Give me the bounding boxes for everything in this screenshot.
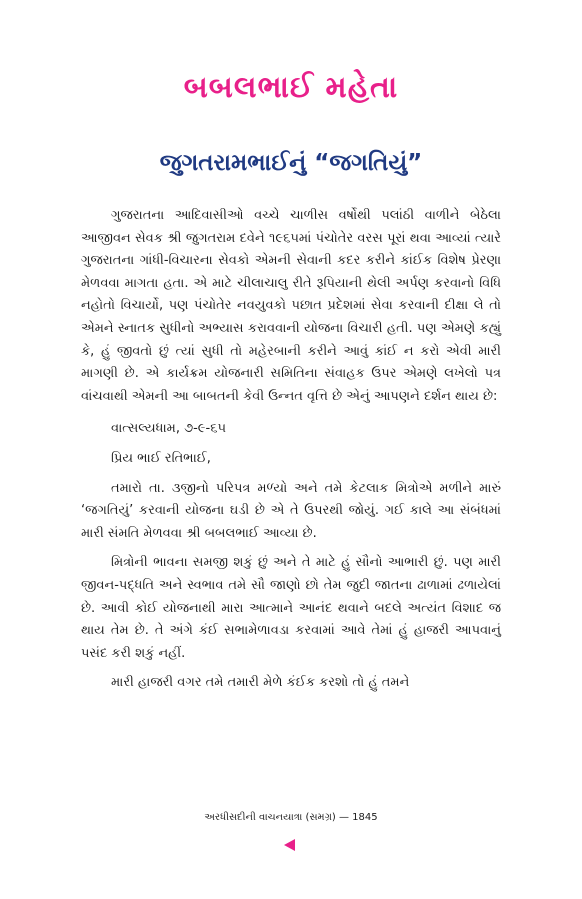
author-heading: બબલભાઈ મહેતા <box>183 70 399 105</box>
letter-paragraph: તમારો તા. ૩જીનો પરિપત્ર મળ્યો અને તમે કેટલાક મિત્રોએ મળીને મારું ‘જગતિયું’ કરવાની યોજના ઘડી છે એ તે ઉપરથી જોયું. ગઈ કાલે આ સંબંધમાં મારી સંમતિ મેળવવા શ્રી બબલભાઈ આવ્યા છે. <box>81 480 501 541</box>
letter-paragraph: મિત્રોની ભાવના સમજી શકું છું અને તે માટે હું સૌનો આભારી છું. પણ મારી જીવન-પદ્ધતિ અને સ્વભાવ તમે સૌ જાણો છો તેમ જુદી જાતના ઢાળામાં ઢળાયેલાં છે. આવી કોઈ યોજનાથી મારા આત્માને આનંદ થવાને બદલે અત્યંત વિશાદ જ થાય તેમ છે. તે અંગે કંઈ સભામેળાવડા કરવામાં આવે તેમાં હું હાજરી આપવાનું પસંદ કરી શકું નહીં. <box>81 555 501 661</box>
letter-dateline: વાત્સલ્યધામ, ૭-૯-૬૫ <box>111 421 227 437</box>
body-paragraph: ગુજરાતના આદિવાસીઓ વચ્ચે ચાળીસ વર્ષોથી પલાંઠી વાળીને બેઠેલા આજીવન સેવક શ્રી જુગતરામ દવેને ૧૯૬૫માં પંચોતેર વરસ પૂરાં થવા આવ્યાં ત્યારે ગુજરાતના ગાંધી-વિચારના સેવકો એમની સેવાની કદર કરીને કાંઈક વિશેષ પ્રેરણા મેળવવા માગતા હતા. એ માટે ચીલાચાલુ રીતે રૂપિયાની થેલી અર્પણ કરવાનો વિધિ નહોતો વિચાર્યો, પણ પંચોતેર નવયુવકો પછાત પ્રદેશમાં સેવા કરવાની દીક્ષા લે તો એમને સ્નાતક સુધીનો અભ્યાસ કરાવવાની યોજના વિચારી હતી. પણ એમણે કહ્યું કે, હું જીવતો છું ત્યાં સુધી તો મહેરબાની કરીને આવું કાંઈ ન કરો એવી મારી માગણી છે. એ કાર્યક્રમ યોજનારી સમિતિના સંવાહક ઉપર એમણે લખેલો પત્ર વાંચવાથી એમની આ બાબતની કેવી ઉન્નત વૃત્તિ છે એનું આપણને દર્શન થાય છે: <box>81 208 501 404</box>
article-title: જુગતરામભાઈનું “જગતિયું” <box>159 150 423 176</box>
article-body <box>81 205 501 695</box>
letter-salutation: પ્રિય ભાઈ રતિભાઈ, <box>111 450 211 466</box>
letter-paragraph: મારી હાજરી વગર તમે તમારી મેળે કંઈક કરશો તો હું તમને <box>111 675 410 691</box>
left-triangle-marker-icon <box>284 839 295 851</box>
page-footer: અરધીસદીની વાચનયાત્રા (સમગ્ર) — 1845 <box>204 812 378 823</box>
